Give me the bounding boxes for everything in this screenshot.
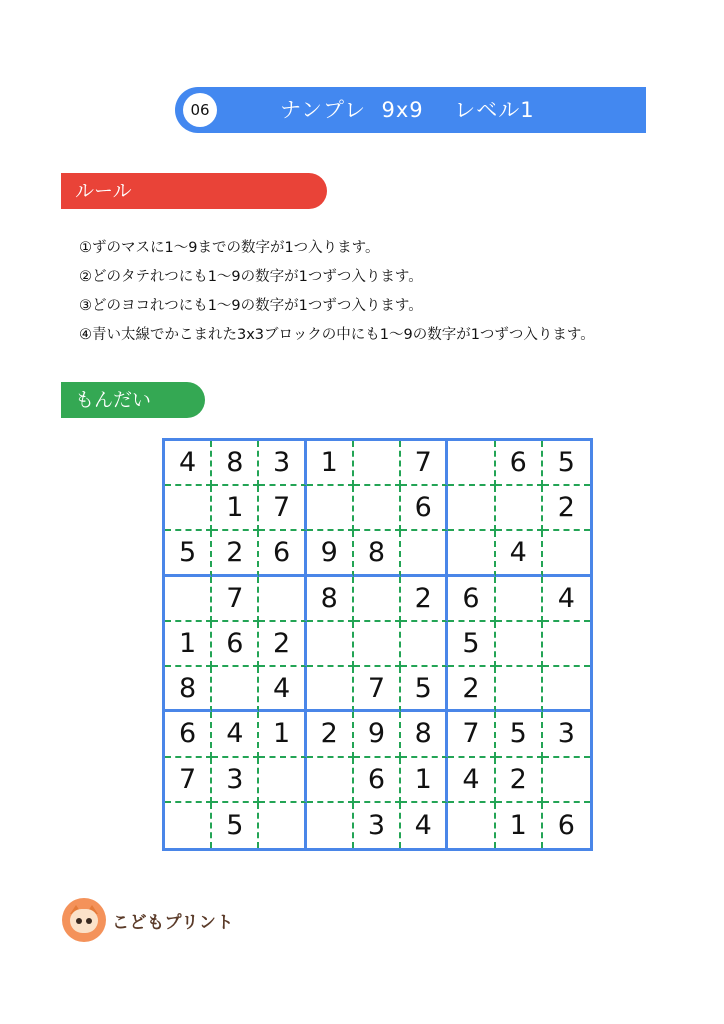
- sudoku-cell[interactable]: [401, 622, 448, 667]
- sudoku-cell[interactable]: [307, 622, 354, 667]
- sudoku-cell[interactable]: 9: [354, 712, 401, 757]
- rules-list: [79, 234, 595, 350]
- sudoku-cell[interactable]: 6: [496, 441, 543, 486]
- sudoku-cell[interactable]: 8: [165, 667, 212, 712]
- rules-heading: ルール: [61, 173, 327, 209]
- sudoku-cell[interactable]: 6: [212, 622, 259, 667]
- sudoku-cell[interactable]: [354, 577, 401, 622]
- sudoku-cell[interactable]: 4: [448, 758, 495, 803]
- sudoku-cell[interactable]: 6: [259, 531, 306, 576]
- sudoku-cell[interactable]: [354, 486, 401, 531]
- sudoku-cell[interactable]: [543, 622, 590, 667]
- sudoku-cell[interactable]: [496, 486, 543, 531]
- rule-item: ③どのヨコれつにも1～9の数字が1つずつ入ります。: [79, 298, 423, 314]
- sudoku-cell[interactable]: [543, 667, 590, 712]
- sudoku-cell[interactable]: 1: [259, 712, 306, 757]
- sudoku-cell[interactable]: 6: [401, 486, 448, 531]
- sudoku-cell[interactable]: 2: [543, 486, 590, 531]
- sudoku-cell[interactable]: 9: [307, 531, 354, 576]
- sudoku-cell[interactable]: [307, 486, 354, 531]
- sudoku-cell[interactable]: 6: [165, 712, 212, 757]
- sudoku-cell[interactable]: 2: [212, 531, 259, 576]
- sudoku-cell[interactable]: 7: [401, 441, 448, 486]
- sudoku-cell[interactable]: 6: [354, 758, 401, 803]
- sudoku-cell[interactable]: 3: [259, 441, 306, 486]
- sudoku-cell[interactable]: [259, 803, 306, 848]
- sudoku-cell[interactable]: 1: [307, 441, 354, 486]
- sudoku-cell[interactable]: [448, 803, 495, 848]
- sudoku-cell[interactable]: 2: [496, 758, 543, 803]
- sudoku-cell[interactable]: 2: [401, 577, 448, 622]
- sudoku-cell[interactable]: 8: [354, 531, 401, 576]
- sudoku-cell[interactable]: 7: [354, 667, 401, 712]
- sudoku-cell[interactable]: [307, 803, 354, 848]
- sudoku-cell[interactable]: 8: [212, 441, 259, 486]
- sudoku-cell[interactable]: [401, 531, 448, 576]
- sudoku-cell[interactable]: 7: [212, 577, 259, 622]
- sudoku-cell[interactable]: 3: [543, 712, 590, 757]
- sudoku-cell[interactable]: 8: [307, 577, 354, 622]
- sudoku-cell[interactable]: 2: [307, 712, 354, 757]
- sudoku-cell[interactable]: [165, 577, 212, 622]
- rule-item: ①ずのマスに1～9までの数字が1つ入ります。: [79, 240, 380, 256]
- sudoku-cell[interactable]: 6: [557, 809, 575, 841]
- problem-heading: もんだい: [61, 382, 205, 418]
- sudoku-cell[interactable]: 5: [543, 441, 590, 486]
- sudoku-cell[interactable]: [307, 667, 354, 712]
- sudoku-cell[interactable]: 5: [165, 531, 212, 576]
- sudoku-cell[interactable]: 4: [401, 803, 448, 848]
- sudoku-grid: [162, 438, 593, 851]
- sudoku-cell[interactable]: 7: [448, 712, 495, 757]
- sudoku-cell[interactable]: 2: [259, 622, 306, 667]
- sudoku-cell[interactable]: 1: [496, 803, 543, 848]
- sudoku-cell[interactable]: 5: [401, 667, 448, 712]
- sudoku-cell[interactable]: 6: [448, 577, 495, 622]
- sudoku-cell[interactable]: [354, 441, 401, 486]
- sudoku-cell[interactable]: [496, 622, 543, 667]
- sudoku-cell[interactable]: 3: [212, 758, 259, 803]
- cat-face-icon: [62, 898, 106, 942]
- puzzle-number-badge: 06: [183, 93, 217, 127]
- sudoku-cell[interactable]: 5: [496, 712, 543, 757]
- brand-name: こどもプリント: [112, 912, 234, 933]
- sudoku-cell[interactable]: [259, 577, 306, 622]
- sudoku-cell[interactable]: 2: [448, 667, 495, 712]
- sudoku-cell[interactable]: [448, 441, 495, 486]
- sudoku-cell[interactable]: [448, 531, 495, 576]
- sudoku-cell[interactable]: 5: [212, 803, 259, 848]
- sudoku-cell[interactable]: [165, 803, 212, 848]
- sudoku-cell[interactable]: 4: [212, 712, 259, 757]
- sudoku-cell[interactable]: [212, 667, 259, 712]
- sudoku-cell[interactable]: 8: [401, 712, 448, 757]
- sudoku-cell[interactable]: 7: [165, 758, 212, 803]
- sudoku-cell[interactable]: [496, 577, 543, 622]
- sudoku-cell[interactable]: [448, 486, 495, 531]
- sudoku-cell[interactable]: 7: [259, 486, 306, 531]
- title-bar: [175, 87, 646, 133]
- sudoku-cell[interactable]: 1: [401, 758, 448, 803]
- sudoku-cell[interactable]: [543, 758, 590, 803]
- sudoku-cell[interactable]: [307, 758, 354, 803]
- page-title: ナンプレ 9x9 レベル1: [280, 98, 535, 122]
- sudoku-cell[interactable]: [259, 758, 306, 803]
- sudoku-cell[interactable]: [543, 531, 590, 576]
- sudoku-cell[interactable]: 4: [543, 577, 590, 622]
- sudoku-cell[interactable]: 5: [448, 622, 495, 667]
- sudoku-cell[interactable]: 1: [165, 622, 212, 667]
- sudoku-cell[interactable]: 1: [212, 486, 259, 531]
- brand-logo: [62, 898, 234, 942]
- sudoku-cell[interactable]: 3: [354, 803, 401, 848]
- sudoku-cell[interactable]: 4: [259, 667, 306, 712]
- sudoku-cell[interactable]: [354, 622, 401, 667]
- rule-item: ④青い太線でかこまれた3x3ブロックの中にも1～9の数字が1つずつ入ります。: [79, 327, 595, 343]
- sudoku-cell[interactable]: [496, 667, 543, 712]
- sudoku-cell[interactable]: [165, 486, 212, 531]
- sudoku-cell[interactable]: 4: [165, 441, 212, 486]
- rule-item: ②どのタテれつにも1～9の数字が1つずつ入ります。: [79, 269, 423, 285]
- sudoku-cell[interactable]: 4: [496, 531, 543, 576]
